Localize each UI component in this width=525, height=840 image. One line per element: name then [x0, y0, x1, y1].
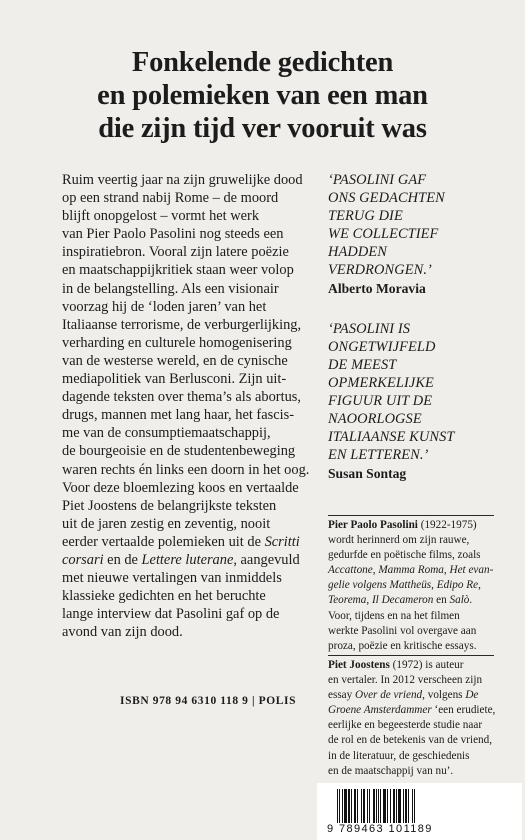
title-lettere-luterane: Lettere luterane: [141, 551, 234, 568]
blurb-line: de bourgeoisie en de studentenbeweging: [62, 443, 296, 460]
bio-fragment: , volgens: [422, 689, 466, 702]
author-years: (1922-1975): [417, 519, 477, 531]
bio-line: Voor, tijdens en na het filmen: [328, 609, 460, 622]
quote-line: WE COLLECTIEF: [328, 226, 439, 242]
blurb-line: me van de consumptiemaatschappij,: [62, 425, 271, 442]
quote-line: VERDRONGEN.’: [328, 262, 432, 278]
bio-line: [328, 658, 498, 673]
magazine-title: Groene Amsterdammer: [328, 704, 432, 717]
blurb-fragment: eerder vertaalde polemieken uit de: [62, 533, 265, 550]
quote-line: ‘PASOLINI GAF: [328, 172, 427, 188]
quote-line: NAOORLOGSE: [328, 411, 422, 427]
blurb-line: dagende teksten over thema’s als abortus,: [62, 389, 301, 406]
bio-fragment: ‘een erudiete,: [431, 704, 496, 717]
quote-line: FIGUUR UIT DE: [328, 393, 433, 409]
headline-line: Fonkelende gedichten: [131, 47, 394, 78]
film-title: Mamma Roma: [378, 564, 444, 577]
quote-text: [328, 171, 503, 279]
bio-fragment: essay: [328, 689, 356, 702]
blurb-line: [62, 551, 302, 569]
translator-name: Piet Joostens: [328, 659, 390, 671]
blurb-line: van de westerse wereld, en de cynische: [62, 352, 288, 369]
bio-line: en de maatschappij van nu’.: [328, 764, 454, 777]
bio-line: [328, 688, 498, 703]
headline-line: en polemieken van een man: [97, 80, 428, 111]
blurb-line: in de belangstelling. Als een visionair: [62, 280, 279, 297]
film-title: Accattone: [328, 564, 373, 577]
headline-line: die zijn tijd ver vooruit was: [98, 113, 427, 144]
blurb-line: lange interview dat Pasolini gaf op de: [62, 606, 280, 623]
quote-line: ITALIAANSE KUNST: [328, 429, 455, 445]
bio-line: gedurfde en poëtische films, zoals: [328, 549, 481, 562]
blurb-line: en maatschappijkritiek staan weer volop: [62, 262, 294, 279]
blurb-line: Italiaanse terrorisme, de verburgerlijking,: [62, 316, 302, 333]
quote-author: Susan Sontag: [328, 466, 407, 481]
blurb-text: [62, 171, 310, 641]
quote-line: OPMERKELIJKE: [328, 375, 434, 391]
barcode-digits: 9 789463 101189: [327, 823, 433, 835]
quote-line: EN LETTEREN.’: [328, 447, 429, 463]
blurb-fragment: , aangevuld: [233, 551, 300, 568]
quote-text: [328, 320, 503, 464]
title-corsari: corsari: [62, 551, 104, 568]
bio-line: werkte Pasolini vol overgave aan: [328, 624, 477, 637]
film-title: gelie volgens Mattheüs: [328, 579, 432, 592]
blurb-line: Piet Joostens de belangrijkste teksten: [62, 497, 277, 514]
blurb-line: drugs, mannen met lang haar, het fascis-: [62, 407, 294, 424]
bio-fragment: (1972) is auteur: [389, 659, 464, 671]
quote-sontag: [328, 320, 503, 483]
blurb-paragraph-2: [62, 479, 302, 642]
blurb-line: met nieuwe vertalingen van inmiddels: [62, 570, 282, 587]
headline: [0, 46, 525, 145]
bio-line: [328, 518, 498, 533]
isbn-publisher: ISBN 978 94 6310 118 9 | POLIS: [120, 695, 297, 707]
quote-line: TERUG DIE: [328, 208, 403, 224]
blurb-line: blijft onopgelost – vormt het werk: [62, 208, 260, 225]
blurb-line: Voor deze bloemlezing koos en vertaalde: [62, 479, 299, 496]
divider: [328, 515, 494, 516]
blurb-line: klassieke gedichten en het beruchte: [62, 588, 266, 605]
bio-line: proza, poëzie en kritische essays.: [328, 639, 477, 652]
barcode: [317, 783, 522, 840]
quote-moravia: [328, 171, 503, 298]
bio-line: Accattone, Mamma Roma, Het evan-: [328, 564, 494, 577]
blurb-paragraph-1: [62, 171, 310, 479]
magazine-title: De: [465, 689, 479, 702]
quote-line: ‘PASOLINI IS: [328, 321, 411, 337]
blurb-fragment: en de: [103, 551, 142, 568]
blurb-line: verharding en culturele homogenisering: [62, 334, 292, 351]
author-name: Pier Paolo Pasolini: [328, 519, 418, 531]
blurb-line: avond van zijn dood.: [62, 624, 183, 641]
blurb-line: Ruim veertig jaar na zijn gruwelijke dood: [62, 172, 303, 188]
quote-line: HADDEN: [328, 244, 387, 260]
blurb-line: op een strand nabij Rome – de moord: [62, 190, 279, 207]
bio-line: gelie volgens Mattheüs, Edipo Re,: [328, 579, 481, 592]
bio-line: in de literatuur, de geschiedenis: [328, 749, 470, 762]
review-quotes: [328, 171, 503, 483]
blurb-line: voorzag hij de ‘loden jaren’ van het: [62, 298, 267, 315]
author-bio: [328, 518, 498, 654]
blurb-line: waren rechts én links een doorn in het oog.: [62, 461, 310, 478]
film-title: Il Decameron: [371, 594, 434, 607]
quote-line: ONGETWIJFELD: [328, 339, 436, 355]
bio-line: wordt herinnerd om zijn rauwe,: [328, 534, 470, 547]
bio-line: en vertaler. In 2012 verscheen zijn: [328, 674, 483, 687]
book-title: Over de vriend: [355, 689, 423, 702]
blurb-line: mediapolitiek van Berlusconi. Zijn uit-: [62, 371, 287, 388]
film-title: Edipo Re: [436, 579, 479, 592]
divider: [328, 655, 494, 656]
blurb-line: van Pier Paolo Pasolini nog steeds een: [62, 226, 284, 243]
quote-author: Alberto Moravia: [328, 281, 426, 296]
bio-line: de rol en de betekenis van de vriend,: [328, 734, 493, 747]
blurb-line: uit de jaren zestig en zeventig, nooit: [62, 515, 271, 532]
translator-bio: [328, 658, 498, 779]
bio-line: eerlijke en begeesterde studie naar: [328, 719, 483, 732]
quote-line: DE MEEST: [328, 357, 397, 373]
film-title: Salò: [449, 594, 470, 607]
film-title: Het evan-: [449, 564, 494, 577]
bio-line: [328, 703, 498, 718]
bio-line: Teorema, Il Decameron en Salò.: [328, 594, 473, 607]
quote-line: ONS GEDACHTEN: [328, 190, 445, 206]
title-scritti: Scritti: [264, 533, 300, 550]
blurb-line: inspiratiebron. Vooral zijn latere poëzie: [62, 244, 289, 261]
film-title: Teorema: [328, 594, 367, 607]
blurb-line: [62, 533, 302, 551]
